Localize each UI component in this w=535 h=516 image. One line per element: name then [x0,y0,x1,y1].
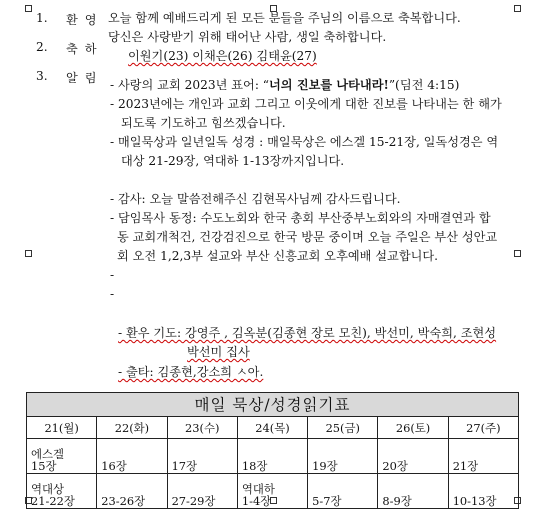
welcome-text[interactable]: 오늘 함께 예배드리게 된 모든 분들을 주님의 이름으로 축복합니다. [108,11,461,25]
table-row [27,474,519,509]
table-header-cell[interactable]: 25(금) [308,417,378,439]
reading-line-2[interactable]: 대상 21-29장, 역대하 1-13장까지입니다. [121,154,345,168]
selection-handle-middle-right[interactable] [514,250,521,257]
table-cell[interactable]: 18장 [237,439,307,474]
empty-bullet-2[interactable]: - [110,287,115,301]
list-number: 1. [36,11,48,25]
goal-line-1[interactable]: - 2023년에는 개인과 교회 그리고 이웃에게 대한 진보를 나타내는 한 해가 [110,97,502,111]
table-cell[interactable]: 역대상 21-22장 [27,474,97,509]
list-label: 축하 [66,42,104,56]
table-header-cell[interactable]: 27(주) [448,417,518,439]
table-cell[interactable]: 8-9장 [378,474,448,509]
pastor-line-1[interactable]: - 담임목사 동정: 수도노회와 한국 총회 부산중부노회와의 자매결연과 합 [110,211,491,225]
prayer-line-1[interactable]: - 환우 기도: 강영주 , 김옥분(김종현 장로 모친), 박선미, 박숙희, 조현성 [118,326,497,340]
table-header-row [27,417,519,439]
table-title[interactable]: 매일 묵상/성경읽기표 [27,393,519,417]
reading-table [26,392,519,509]
table-cell[interactable]: 27-29장 [167,474,237,509]
goal-line-2[interactable]: 되도록 기도하고 힘쓰겠습니다. [121,116,286,130]
table-row [27,439,519,474]
selection-handle-top-right[interactable] [514,5,521,12]
table-header-cell[interactable]: 21(월) [27,417,97,439]
table-cell[interactable]: 역대하 1-4장 [237,474,307,509]
pastor-line-3[interactable]: 회 오전 1,2,3부 설교와 부산 신흥교회 오후예배 설교합니다. [117,249,439,263]
table-cell[interactable]: 5-7장 [308,474,378,509]
list-label: 환영 [66,13,104,27]
table-header-cell[interactable]: 22(화) [97,417,167,439]
selection-handle-middle-left[interactable] [25,250,32,257]
table-header-cell[interactable]: 24(목) [237,417,307,439]
motto-prefix: - 사랑의 교회 2023년 표어: “ [110,78,270,92]
selection-handle-top-left[interactable] [25,5,32,12]
pastor-line-2[interactable]: 동 교회개척건, 건강검진으로 한국 방문 중이며 오늘 주일은 부산 성안교 [117,230,498,244]
thanks-line[interactable]: - 감사: 오늘 말씀전해주신 김현목사님께 감사드립니다. [110,192,401,206]
birth-line[interactable]: - 출타: 김종현,강소희 ㅅ아. [118,365,264,379]
empty-bullet-1[interactable]: - [110,268,115,282]
prayer-line-2[interactable]: 박선미 집사 [187,345,250,359]
birthday-names[interactable]: 이원기(23) 이채은(26) 김태윤(27) [128,49,317,63]
table-header-cell[interactable]: 26(토) [378,417,448,439]
birthday-text[interactable]: 당신은 사랑받기 위해 태어난 사람, 생일 축하합니다. [108,30,387,44]
table-cell[interactable]: 17장 [167,439,237,474]
list-label: 알림 [66,71,104,85]
list-number: 3. [36,69,48,83]
table-cell[interactable]: 20장 [378,439,448,474]
table-header-cell[interactable]: 23(수) [167,417,237,439]
table-cell[interactable]: 에스겔 15장 [27,439,97,474]
table-cell[interactable]: 16장 [97,439,167,474]
list-number: 2. [36,40,48,54]
motto-suffix: ”(딤전 4:15) [388,78,460,92]
motto-line[interactable] [110,76,459,95]
reading-line-1[interactable]: - 매일묵상과 일년일독 성경 : 매일묵상은 에스겔 15-21장, 일독성경은 역 [110,135,499,149]
table-cell[interactable]: 19장 [308,439,378,474]
table-cell[interactable]: 23-26장 [97,474,167,509]
table-cell[interactable]: 21장 [448,439,518,474]
motto-text: 너의 진보를 나타내라! [269,78,389,92]
table-cell[interactable]: 10-13장 [448,474,518,509]
